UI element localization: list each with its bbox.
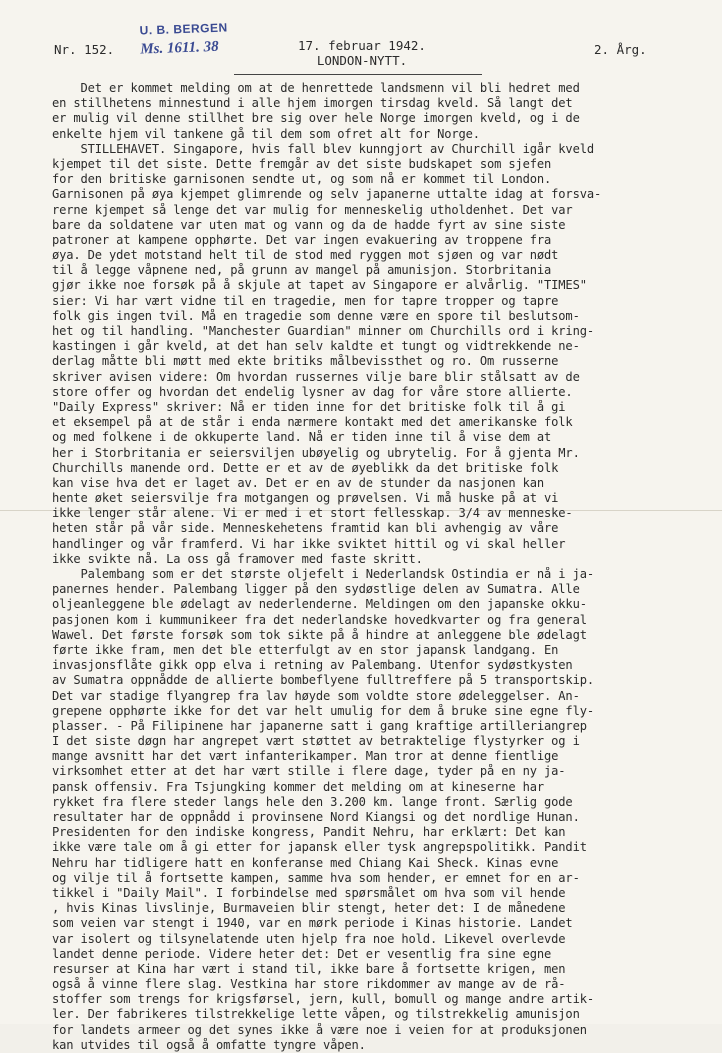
body-text-line: kjempet til det siste. Dette fremgår av det siste budskapet som sjefen	[52, 156, 552, 171]
body-text-line: her i Storbritania er seiersviljen ubøyelig og ubrytelig. For å gjenta Mr.	[52, 445, 580, 460]
body-text-line: for den britiske garnisonen sendte ut, og som nå er kommet til London.	[52, 172, 552, 187]
body-text-line: kastingen i går kveld, at det han selv kaldte et tungt og vidtrekkende ne-	[52, 339, 580, 354]
body-text-line: og vilje til å fortsette kampen, samme hva som hender, er emnet for en ar-	[52, 870, 580, 885]
body-text-line: en stillhetens minnestund i alle hjem imorgen tirsdag kveld. Så langt det	[52, 96, 573, 111]
body-text-line: Presidenten for den indiske kongress, Pandit Nehru, har erklært: Det kan	[52, 825, 566, 840]
body-text-line: er mulig vil denne stillhet bre sig over hele Norge imorgen kveld, og i de	[52, 111, 580, 126]
body-text-line: for landets armeer og det synes ikke å være noe i veien for at produksjonen	[52, 1022, 587, 1037]
body-text-line: øya. De ydet motstand helt til de stod med ryggen mot sjøen og var nødt	[52, 248, 559, 263]
article-body	[52, 81, 692, 1053]
stamp-line-1: U. B. BERGEN	[139, 20, 228, 38]
body-text-line: ikke lenger står alene. Vi er med i et stort fellesskap. 3/4 av menneske-	[52, 506, 573, 521]
body-text-line: Wawel. Det første forsøk som tok sikte på å hindre at anleggene ble ødelagt	[52, 627, 587, 642]
body-text-line: resurser at Kina har vært i stand til, ikke bare å fortsette krigen, men	[52, 961, 566, 976]
body-text-line: av Sumatra oppnådde de allierte bombeflyene fulltreffere på 5 transportskip.	[52, 673, 594, 688]
body-text-line: hente øket seiersvilje fra motgangen og prøvelsen. Vi må huske på at vi	[52, 491, 559, 506]
body-text-line: pansk offensiv. Fra Tsjungking kommer det melding om at kineserne har	[52, 779, 545, 794]
body-text-line: og med folkene i de okkuperte land. Nå er tiden inne til å vise dem at	[52, 430, 552, 445]
body-text-line: Det er kommet melding om at de henrettede landsmenn vil bli hedret med	[52, 81, 580, 95]
body-text-line: førte ikke fram, men det ble etterfulgt av en stor japansk landgang. En	[52, 642, 559, 657]
body-text-line: Palembang som er det største oljefelt i Nederlandsk Ostindia er nå i ja-	[52, 567, 594, 581]
library-stamp	[139, 20, 228, 58]
issue-number: Nr. 152.	[54, 42, 115, 57]
body-text-line: gjør ikke noe forsøk på å skjule at tapet av Singapore er alvårlig. "TIMES"	[52, 278, 587, 293]
body-text-line: pasjonen kom i kummunikeer fra det nederlandske hovedkvarter og fra general	[52, 612, 587, 627]
body-text-line: mange avsnitt har det vært infanterikamper. Man tror at denne fientlige	[52, 749, 559, 764]
body-text-line: var isolert og tilsynelatende uten hjelp fra noe hold. Likevel overlevde	[52, 931, 566, 946]
body-text-line: handlinger og vår framferd. Vi har ikke sviktet hittil og vi skal heller	[52, 536, 566, 551]
body-text-line: ikke svikte nå. La oss gå framover med faste skritt.	[52, 551, 423, 566]
body-text-line: Churchills manende ord. Dette er et av de øyeblikk da det britiske folk	[52, 460, 559, 475]
masthead	[298, 38, 426, 68]
body-text-line: kan utvides til også å omfatte tyngre våpen.	[52, 1037, 366, 1052]
body-text-line: STILLEHAVET. Singapore, hvis fall blev kunngjort av Churchill igår kveld	[52, 141, 594, 156]
body-text-line: invasjonsflåte gikk opp elva i retning av Palembang. Utenfor sydøstkysten	[52, 658, 573, 673]
body-text-line: rykket fra flere steder langs hele den 3.200 km. lange front. Særlig gode	[52, 794, 573, 809]
body-text-line: landet denne periode. Videre heter det: Det er vesentlig fra sine egne	[52, 946, 552, 961]
body-text-line: som veien var stengt i 1940, var en mørk periode i Kinas historie. Landet	[52, 916, 573, 931]
body-text-line: bare da soldatene var uten mat og vann og da de hadde fyrt av sine siste	[52, 217, 566, 232]
body-text-line: kan vise hva det er laget av. Det er en av de stunder da nasjonen kan	[52, 475, 545, 490]
body-text-line: Garnisonen på øya kjempet glimrende og selv japanerne uttalte idag at forsva-	[52, 187, 602, 202]
body-text-line: til å legge våpnene ned, på grunn av mangel på amunisjon. Storbritania	[52, 263, 552, 278]
stamp-line-2: Ms. 1611. 38	[140, 38, 219, 58]
header-rule	[234, 74, 482, 75]
body-text-line: folk gis ingen tvil. Må en tragedie som denne være en spore til beslutsom-	[52, 308, 580, 323]
body-text-line: heten står på vår side. Menneskehetens framtid kan bli avhengig av våre	[52, 521, 559, 536]
body-text-line: sier: Vi har vært vidne til en tragedie, men for tapre tropper og tapre	[52, 293, 559, 308]
issue-date: 17. februar 1942.	[298, 38, 426, 53]
body-text-line: patroner at kampene opphørte. Det var ingen evakuering av troppene fra	[52, 232, 552, 247]
body-text-line: virksomhet etter at det har vært stille i flere dage, tyder på en ny ja-	[52, 764, 566, 779]
body-text-line: også å vinne flere slag. Vestkina har store rikdommer av mange av de rå-	[52, 977, 566, 992]
body-text-line: plasser. - På Filipinene har japanerne satt i gang kraftige artilleriangrep	[52, 718, 587, 733]
body-text-line: I det siste døgn har angrepet vært støttet av betraktelige flystyrker og i	[52, 734, 580, 749]
body-text-line: rerne kjempet så lenge det var mulig for menneskelig utholdenhet. Det var	[52, 202, 573, 217]
body-text-line: het og til handling. "Manchester Guardian" minner om Churchills ord i kring-	[52, 324, 594, 338]
volume-year: 2. Årg.	[594, 42, 647, 57]
body-text-line: skriver avisen videre: Om hvordan russernes vilje bare blir stålsatt av de	[52, 369, 580, 384]
body-text-line: enkelte hjem vil tankene gå til dem som ofret alt for Norge.	[52, 126, 480, 141]
body-text-line: ikke være tale om å gi etter for japansk eller tysk angrepspolitikk. Pandit	[52, 840, 587, 855]
body-text-line: derlag måtte bli møtt med ekte britiks målbevissthet og ro. Om russerne	[52, 354, 559, 369]
body-text-line: tikkel i "Daily Mail". I forbindelse med spørsmålet om hva som vil hende	[52, 885, 566, 900]
publication-title: LONDON-NYTT.	[316, 53, 408, 68]
body-text-line: Det var stadige flyangrep fra lav høyde som voldte store ødeleggelser. An-	[52, 688, 580, 703]
body-text-line: , hvis Kinas livslinje, Burmaveien blir stengt, heter det: I de månedene	[52, 901, 566, 916]
body-text-line: panernes hender. Palembang ligger på den sydøstlige delen av Sumatra. Alle	[52, 582, 580, 597]
body-text-line: Nehru har tidligere hatt en konferanse med Chiang Kai Sheck. Kinas evne	[52, 855, 559, 870]
body-text-line: "Daily Express" skriver: Nå er tiden inne for det britiske folk til å gi	[52, 399, 566, 414]
body-text-line: resultater har de oppnådd i provinsene Nord Kiangsi og det nordlige Hunan.	[52, 810, 580, 824]
body-text-line: oljeanleggene ble ødelagt av nederlenderne. Meldingen om den japanske okku-	[52, 597, 587, 612]
body-text-line: grepene opphørte ikke for det var helt umulig for dem å bruke sine egne fly-	[52, 703, 594, 718]
body-text-line: store offer og hvordan det endelig lysner av dag for våre store allierte.	[52, 384, 573, 399]
body-text-line: stoffer som trengs for krigsførsel, jern, kull, bomull og mange andre artik-	[52, 992, 594, 1007]
body-text-line: et eksempel på at de står i enda nærmere kontakt med det amerikanske folk	[52, 415, 573, 430]
body-text-line: ler. Der fabrikeres tilstrekkelige lette våpen, og tilstrekkelig amunisjon	[52, 1007, 580, 1022]
